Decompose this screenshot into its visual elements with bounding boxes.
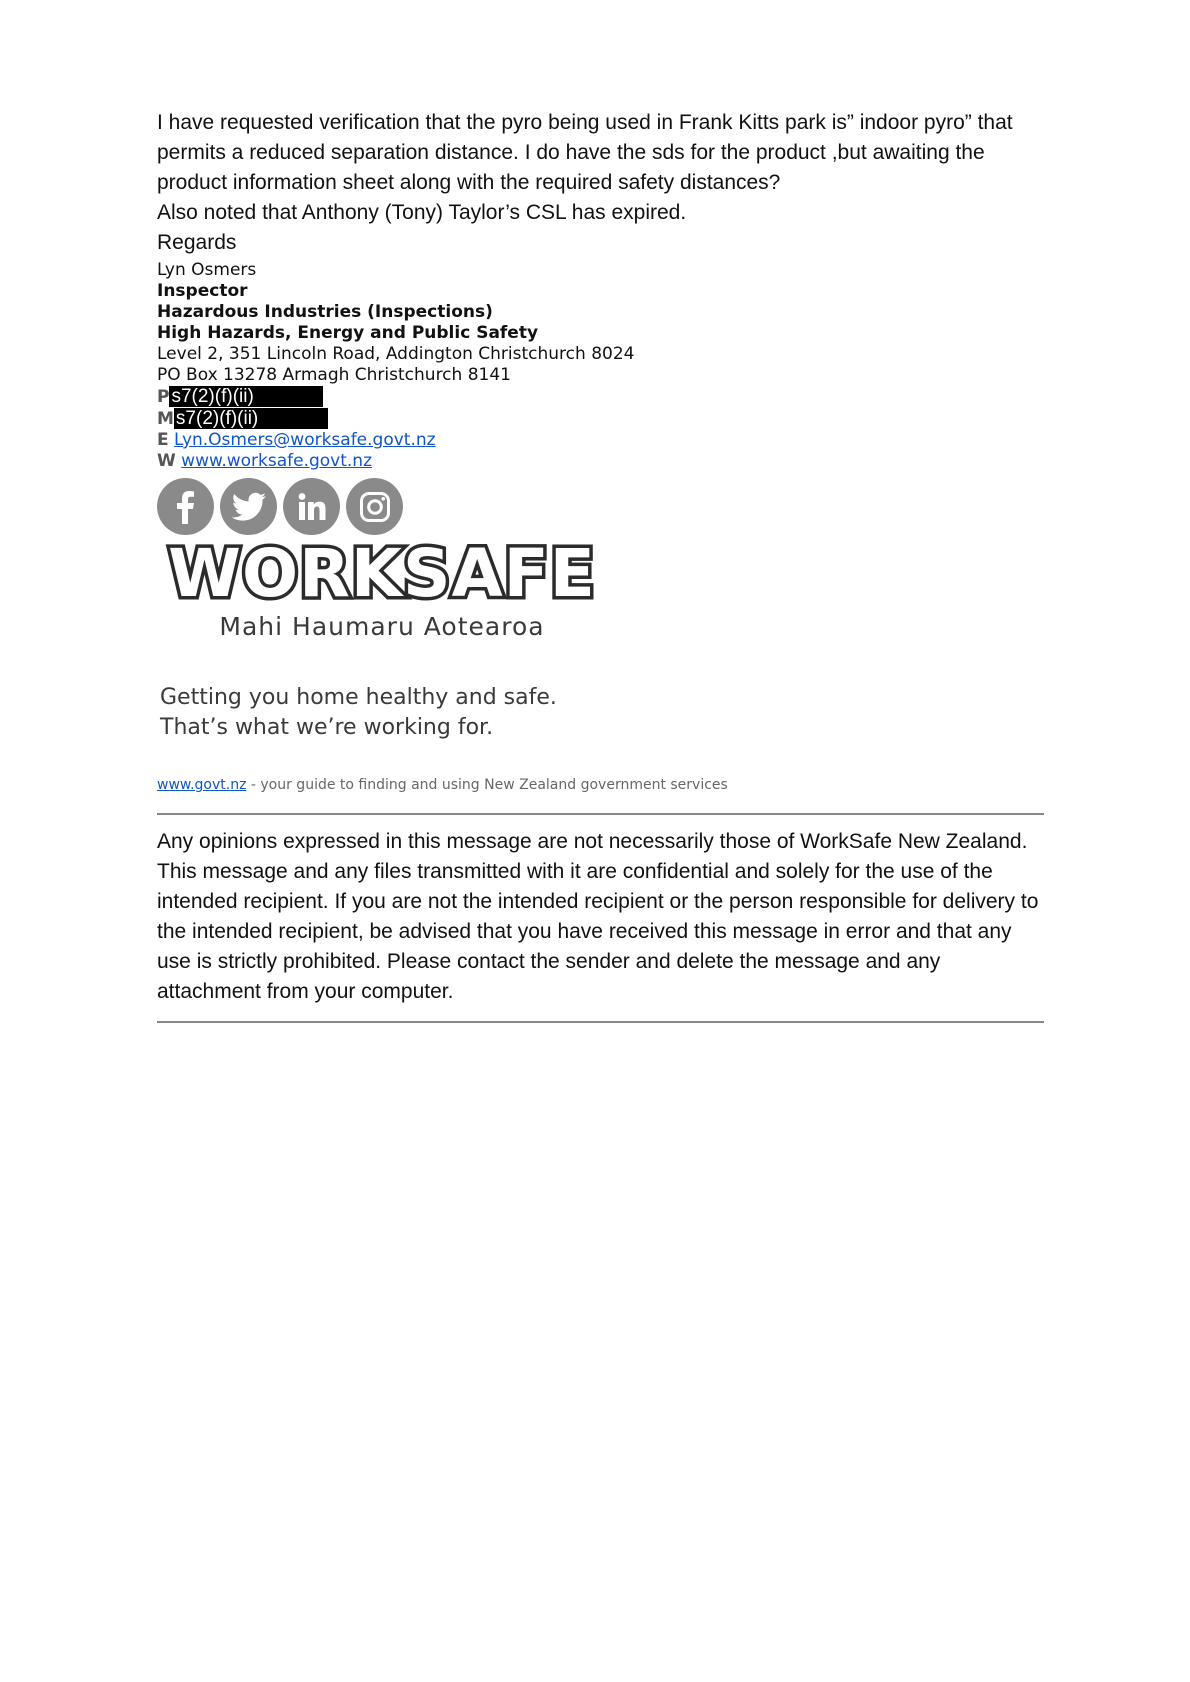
twitter-icon[interactable] (220, 478, 277, 535)
mobile-redaction: s7(2)(f)(ii) (174, 408, 328, 429)
signature-mobile-row (157, 408, 1044, 430)
signature-title: Inspector (157, 281, 248, 301)
tagline-line-1: Getting you home healthy and safe. (160, 685, 557, 710)
tagline-line-2: That’s what we’re working for. (160, 715, 494, 740)
govt-link[interactable]: www.govt.nz (157, 777, 247, 793)
govt-footer (157, 777, 1044, 793)
disclaimer-text: Any opinions expressed in this message are not necessarily those of WorkSafe New Zealand. This message and any files transmitted with it are confidential and solely for the use of the intended recipient. If you are not the intended recipient or the person responsible for delivery to the intended recipient, be advised that you have received this message in error and that any use is strictly prohibited. Please contact the sender and delete the message and any attachment from your computer. (157, 830, 1039, 1003)
divider-bottom (157, 1021, 1044, 1023)
phone-label: P (157, 387, 170, 407)
govt-footer-text: - your guide to finding and using New Zealand government services (246, 777, 728, 793)
email-page (157, 108, 1044, 1023)
signature-address-po-box: PO Box 13278 Armagh Christchurch 8141 (157, 365, 511, 385)
signature-name: Lyn Osmers (157, 260, 257, 280)
signature-address-street: Level 2, 351 Lincoln Road, Addington Christchurch 8024 (157, 344, 635, 364)
email-signature (157, 260, 1044, 472)
message-note: Also noted that Anthony (Tony) Taylor’s CSL has expired. (157, 201, 687, 224)
tagline (157, 683, 1044, 743)
message-closing: Regards (157, 231, 237, 254)
email-label: E (157, 430, 169, 450)
message-paragraph: I have requested verification that the pyro being used in Frank Kitts park is” indoor pyro” that permits a reduced separation distance. I do have the sds for the product ,but awaiting the product information sheet along with the required safety distances? (157, 111, 1013, 194)
signature-phone-row (157, 386, 1044, 408)
phone-redaction: s7(2)(f)(ii) (169, 386, 323, 407)
linkedin-icon[interactable] (283, 478, 340, 535)
signature-group: High Hazards, Energy and Public Safety (157, 323, 539, 343)
logo-wordmark: WORKSAFE (168, 535, 596, 612)
logo-subtitle: Mahi Haumaru Aotearoa (219, 612, 545, 641)
worksafe-logo (157, 537, 607, 643)
signature-department: Hazardous Industries (Inspections) (157, 302, 493, 322)
social-icons (157, 478, 1044, 535)
signature-web-row (157, 451, 1044, 472)
mobile-label: M (157, 409, 174, 429)
web-label: W (157, 451, 176, 471)
website-link[interactable]: www.worksafe.govt.nz (181, 451, 373, 471)
signature-email-row (157, 430, 1044, 451)
email-link[interactable]: Lyn.Osmers@worksafe.govt.nz (174, 430, 436, 450)
divider-top (157, 813, 1044, 815)
facebook-icon[interactable] (157, 478, 214, 535)
instagram-icon[interactable] (346, 478, 403, 535)
